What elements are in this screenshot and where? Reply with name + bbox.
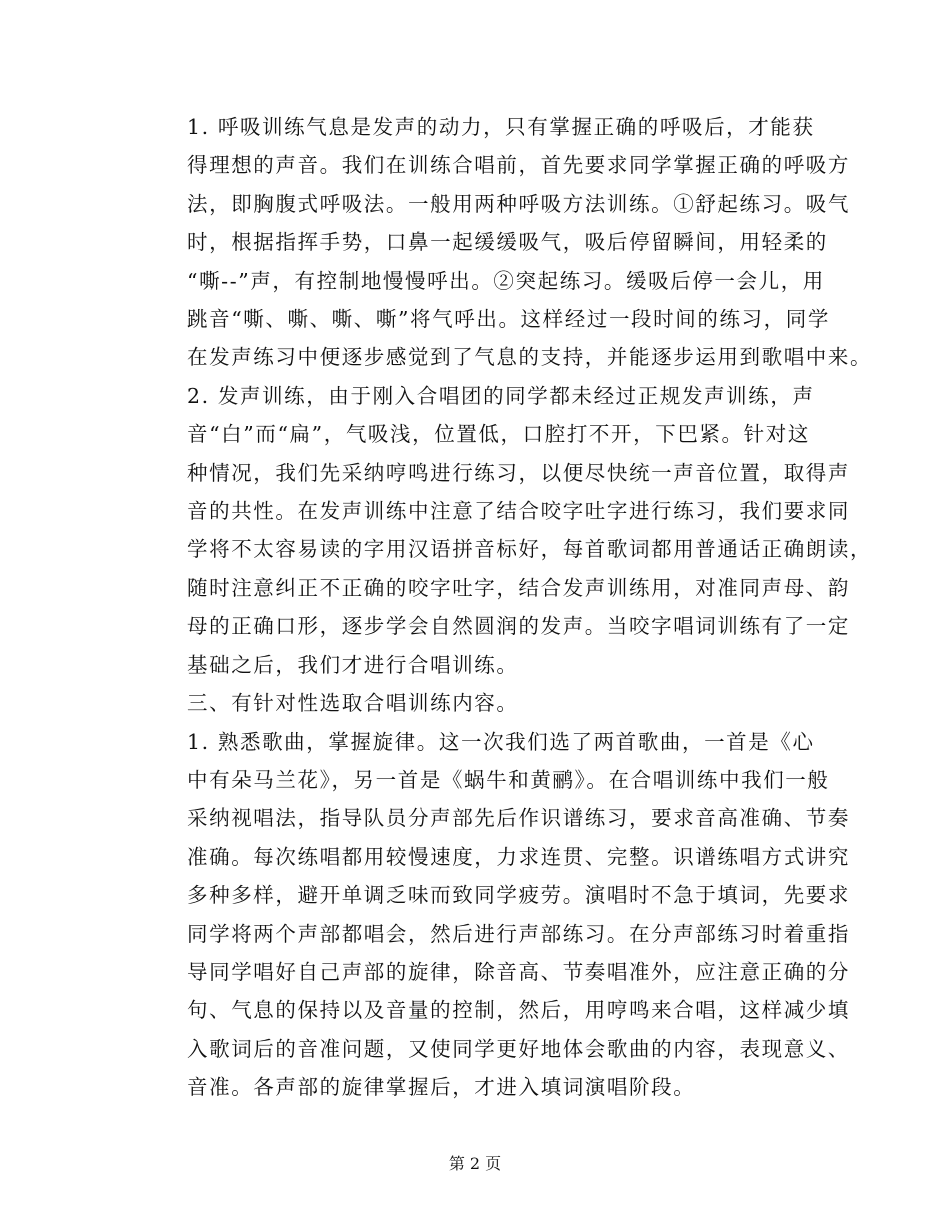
text-line: 得理想的声音。我们在训练合唱前，首先要求同学掌握正确的呼吸方: [187, 153, 850, 178]
text-line: 中有朵马兰花》，另一首是《蜗牛和黄鹂》。在合唱训练中我们一般: [187, 767, 830, 792]
paragraph-song-familiarization: [143, 723, 850, 1107]
document-body: [143, 108, 873, 1107]
text-line: 法，即胸腹式呼吸法。一般用两种呼吸方法训练。①舒起练习。吸气: [187, 191, 850, 216]
page-number: 第 2 页: [448, 1154, 502, 1173]
text-line: 句、气息的保持以及音量的控制，然后，用哼鸣来合唱，这样减少填: [187, 998, 850, 1023]
text-line: 跳音“嘶、嘶、嘶、嘶”将气呼出。这样经过一段时间的练习，同学: [187, 307, 830, 332]
text-line: “嘶--”声，有控制地慢慢呼出。②突起练习。缓吸后停一会儿，用: [187, 268, 825, 293]
text-line: 音“白”而“扁”，气吸浅，位置低，口腔打不开，下巴紧。针对这: [187, 422, 810, 447]
paragraph-breathing-training: [143, 108, 873, 377]
text-line: 时，根据指挥手势，口鼻一起缓缓吸气，吸后停留瞬间，用轻柔的: [187, 230, 828, 255]
text-line: 随时注意纠正不正确的咬字吐字，结合发声训练用，对准同声母、韵: [187, 575, 850, 600]
text-line: 导同学唱好自己声部的旋律，除音高、节奏唱准外，应注意正确的分: [187, 959, 850, 984]
paragraph-vocal-training: [143, 377, 873, 684]
text-line: 采纳视唱法，指导队员分声部先后作识谱练习，要求音高准确、节奏: [187, 806, 850, 831]
text-line: 学将不太容易读的字用汉语拼音标好，每首歌词都用普通话正确朗读，: [187, 537, 873, 562]
text-line: 基础之后，我们才进行合唱训练。: [187, 652, 519, 677]
text-line: 三、有针对性选取合唱训练内容。: [187, 691, 519, 716]
text-line: 1. 呼吸训练气息是发声的动力，只有掌握正确的呼吸后，才能获: [187, 115, 815, 139]
text-line: 2. 发声训练，由于刚入合唱团的同学都未经过正规发声训练，声: [187, 383, 815, 408]
text-line: 入歌词后的音准问题，又使同学更好地体会歌曲的内容，表现意义、: [187, 1036, 850, 1061]
text-line: 多种多样，避开单调乏味而致同学疲劳。演唱时不急于填词，先要求: [187, 883, 850, 908]
text-line: 1. 熟悉歌曲，掌握旋律。这一次我们选了两首歌曲，一首是《心: [187, 729, 815, 754]
text-line: 准确。每次练唱都用较慢速度，力求连贯、完整。识谱练唱方式讲究: [187, 844, 850, 869]
text-line: 在发声练习中便逐步感觉到了气息的支持，并能逐步运用到歌唱中来。: [187, 345, 873, 370]
text-line: 母的正确口形，逐步学会自然圆润的发声。当咬字唱词训练有了一定: [187, 614, 850, 639]
section-heading-3: [143, 684, 808, 722]
text-line: 音准。各声部的旋律掌握后，才进入填词演唱阶段。: [187, 1075, 696, 1100]
text-line: 音的共性。在发声训练中注意了结合咬字吐字进行练习，我们要求同: [187, 499, 850, 524]
text-line: 种情况，我们先采纳哼鸣进行练习，以便尽快统一声音位置，取得声: [187, 460, 850, 485]
text-line: 同学将两个声部都唱会，然后进行声部练习。在分声部练习时着重指: [187, 921, 850, 946]
